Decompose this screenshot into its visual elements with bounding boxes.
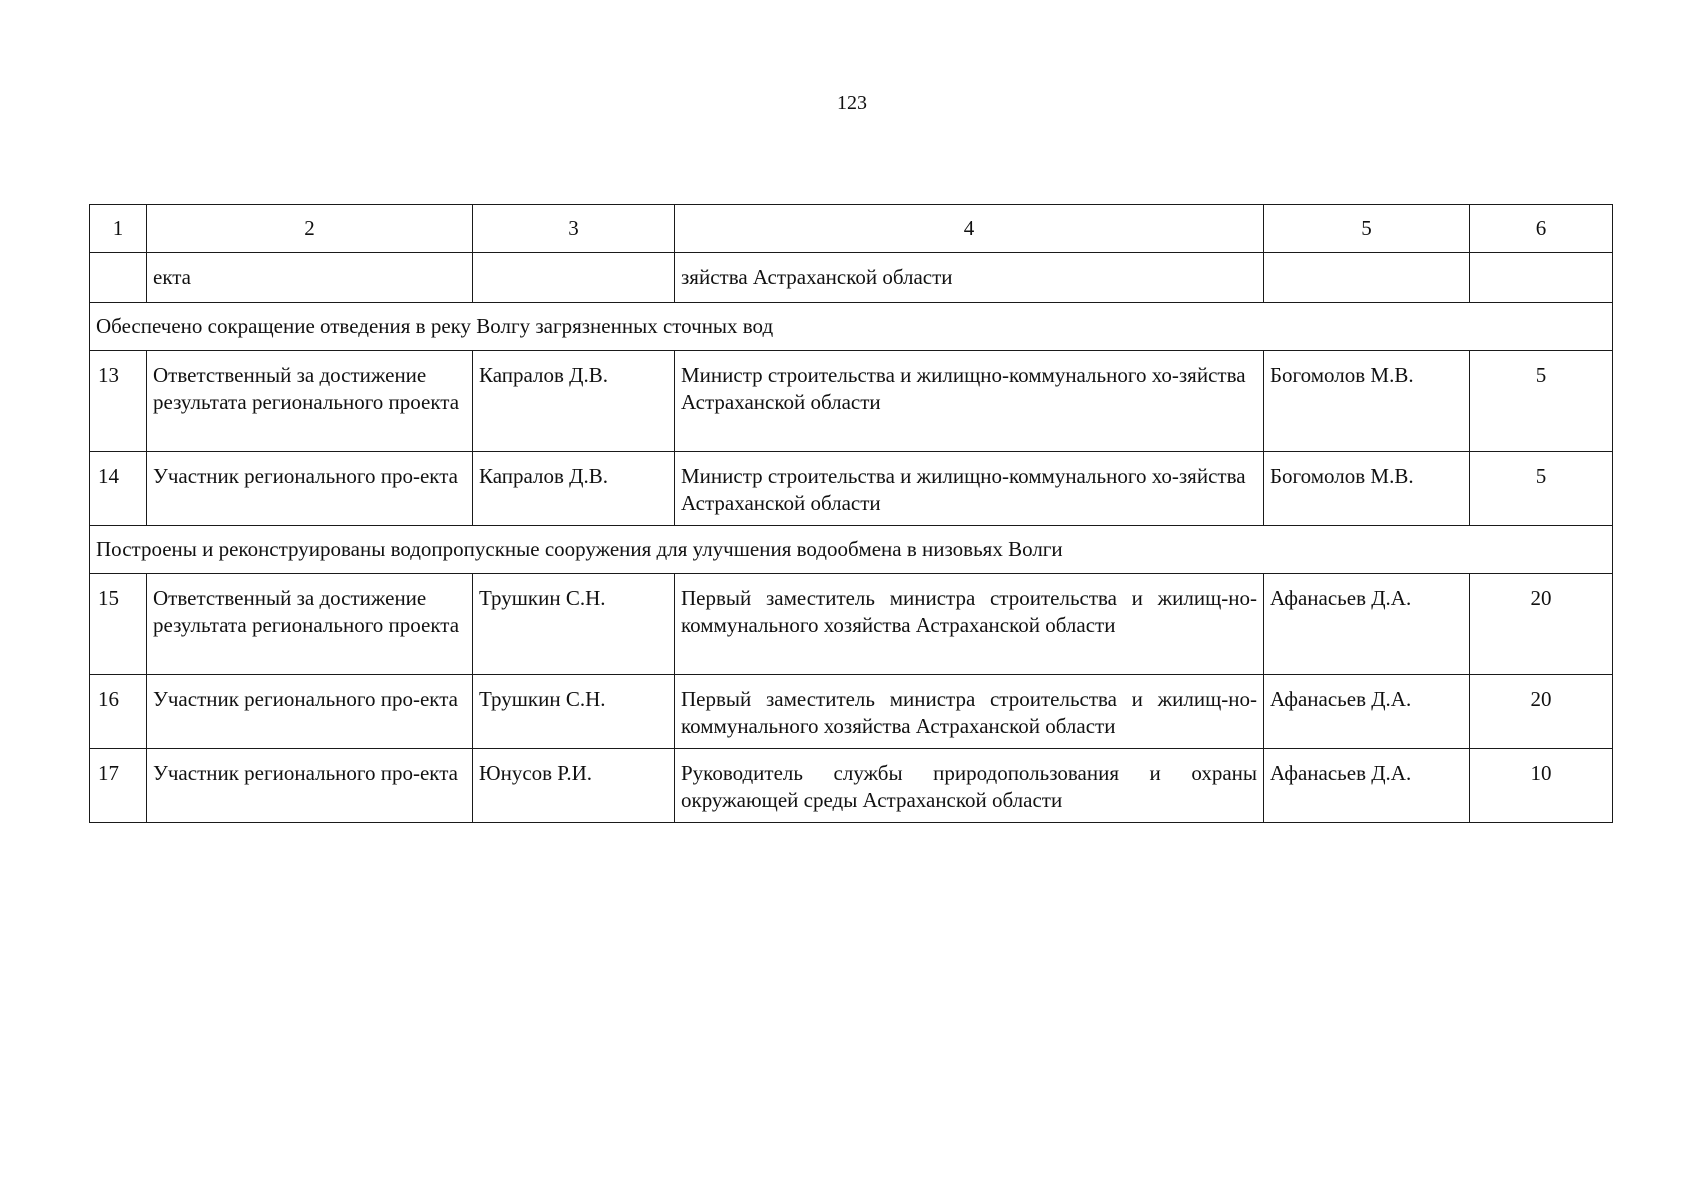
- name-cell: Юнусов Р.И.: [473, 749, 675, 823]
- name-cell: [473, 253, 675, 303]
- row-number-cell: 15: [90, 574, 147, 675]
- table-row: [90, 351, 1613, 452]
- value-cell: 10: [1470, 749, 1613, 823]
- row-number-cell: 16: [90, 675, 147, 749]
- table-row: [90, 749, 1613, 823]
- name-cell: Капралов Д.В.: [473, 351, 675, 452]
- column-header: 6: [1470, 205, 1613, 253]
- value-cell: 5: [1470, 351, 1613, 452]
- row-number-cell: [90, 253, 147, 303]
- role-cell: Участник регионального про-екта: [147, 452, 473, 526]
- position-cell: Первый заместитель министра строительства и жилищ-но-коммунального хозяйства Астраханской области: [675, 675, 1264, 749]
- role-cell: Участник регионального про-екта: [147, 749, 473, 823]
- column-header: 4: [675, 205, 1264, 253]
- value-cell: 5: [1470, 452, 1613, 526]
- supervisor-cell: [1264, 253, 1470, 303]
- name-cell: Капралов Д.В.: [473, 452, 675, 526]
- role-cell: екта: [147, 253, 473, 303]
- section-title: Построены и реконструированы водопропускные сооружения для улучшения водообмена в низовьях Волги: [90, 526, 1613, 574]
- page-number: 123: [837, 92, 867, 114]
- value-cell: 20: [1470, 574, 1613, 675]
- row-number-cell: 14: [90, 452, 147, 526]
- supervisor-cell: Афанасьев Д.А.: [1264, 749, 1470, 823]
- table-row: [90, 574, 1613, 675]
- section-title: Обеспечено сокращение отведения в реку Волгу загрязненных сточных вод: [90, 303, 1613, 351]
- name-cell: Трушкин С.Н.: [473, 675, 675, 749]
- supervisor-cell: Афанасьев Д.А.: [1264, 574, 1470, 675]
- position-cell: Министр строительства и жилищно-коммунального хо-зяйства Астраханской области: [675, 351, 1264, 452]
- value-cell: [1470, 253, 1613, 303]
- role-cell: Ответственный за достижение результата регионального проекта: [147, 351, 473, 452]
- table-row: [90, 452, 1613, 526]
- value-cell: 20: [1470, 675, 1613, 749]
- position-cell: Руководитель службы природопользования и охраны окружающей среды Астраханской области: [675, 749, 1264, 823]
- name-cell: Трушкин С.Н.: [473, 574, 675, 675]
- row-number-cell: 13: [90, 351, 147, 452]
- column-header: 5: [1264, 205, 1470, 253]
- responsibility-table: [89, 204, 1613, 823]
- position-cell: зяйства Астраханской области: [675, 253, 1264, 303]
- role-cell: Участник регионального про-екта: [147, 675, 473, 749]
- table-row: [90, 675, 1613, 749]
- section-header-row: [90, 303, 1613, 351]
- role-cell: Ответственный за достижение результата регионального проекта: [147, 574, 473, 675]
- section-header-row: [90, 526, 1613, 574]
- table-header-row: [90, 205, 1613, 253]
- column-header: 2: [147, 205, 473, 253]
- table-row-continuation: [90, 253, 1613, 303]
- supervisor-cell: Богомолов М.В.: [1264, 351, 1470, 452]
- supervisor-cell: Богомолов М.В.: [1264, 452, 1470, 526]
- row-number-cell: 17: [90, 749, 147, 823]
- supervisor-cell: Афанасьев Д.А.: [1264, 675, 1470, 749]
- column-header: 3: [473, 205, 675, 253]
- position-cell: Министр строительства и жилищно-коммунального хо-зяйства Астраханской области: [675, 452, 1264, 526]
- column-header: 1: [90, 205, 147, 253]
- position-cell: Первый заместитель министра строительства и жилищ-но-коммунального хозяйства Астраханской области: [675, 574, 1264, 675]
